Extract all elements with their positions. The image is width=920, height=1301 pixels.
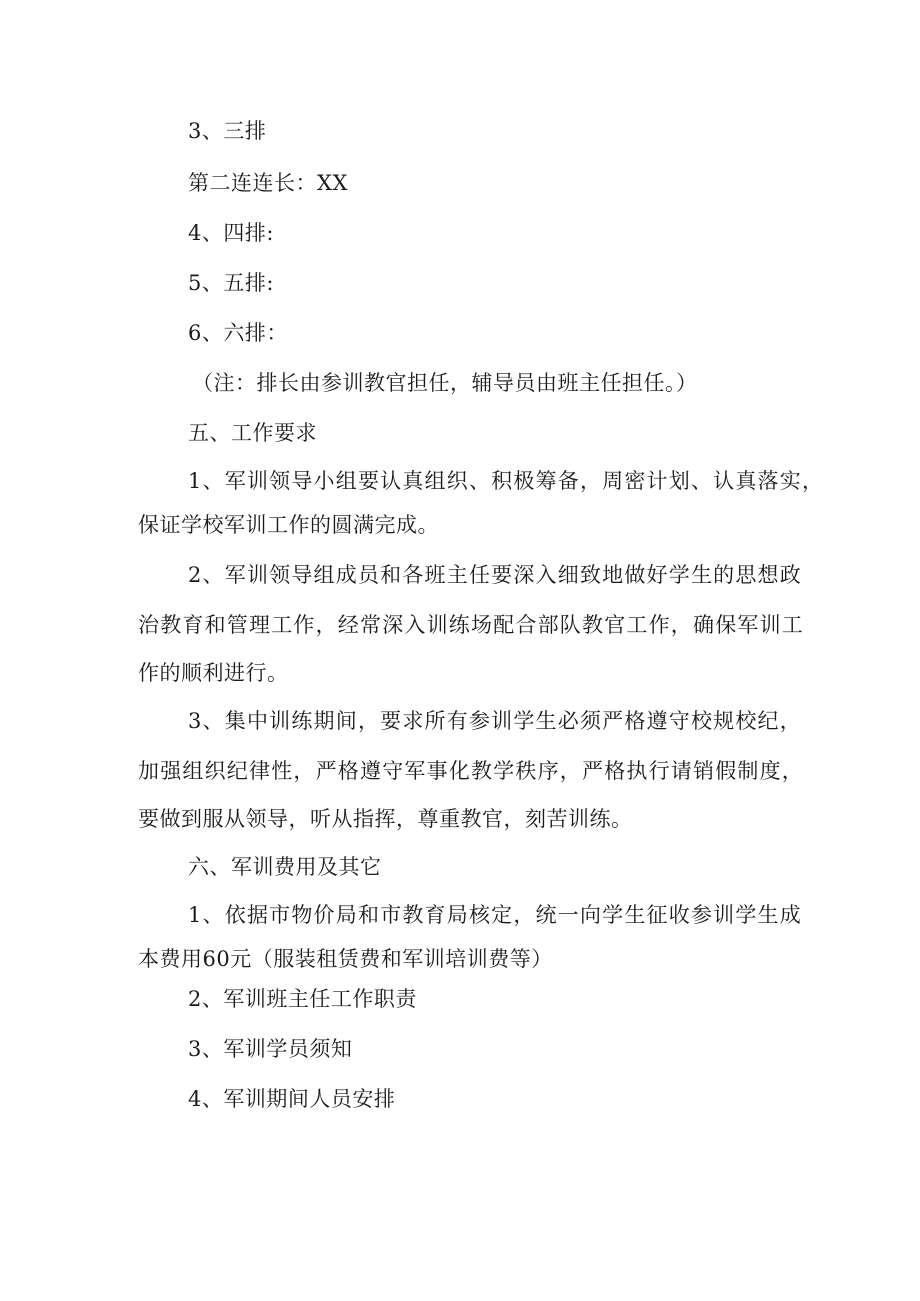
fee-item-1-line-2: 本费用60元（服装租赁费和军训培训费等）: [138, 947, 553, 971]
fee-item-3: 3、军训学员须知: [188, 1037, 353, 1061]
requirement-3-line-1: 3、集中训练期间，要求所有参训学生必须严格遵守校规校纪，: [188, 709, 802, 733]
note-paragraph: （注：排长由参训教官担任，辅导员由班主任担任。）: [192, 371, 698, 395]
requirement-2-line-3: 作的顺利进行。: [138, 661, 289, 685]
requirement-3-line-3: 要做到服从领导，听从指挥，尊重教官，刻苦训练。: [138, 807, 633, 831]
fee-item-4: 4、军训期间人员安排: [188, 1087, 396, 1111]
section-heading-6: 六、军训费用及其它: [188, 855, 382, 879]
fee-item-1-line-1: 1、依据市物价局和市教育局核定，统一向学生征收参训学生成: [188, 903, 802, 927]
item-platoon-3: 3、三排: [188, 119, 267, 143]
item-platoon-4: 4、四排:: [188, 221, 274, 245]
item-platoon-6: 6、六排：: [188, 321, 288, 345]
item-platoon-5: 5、五排:: [188, 271, 274, 295]
section-heading-5: 五、工作要求: [188, 421, 317, 445]
requirement-2-line-2: 治教育和管理工作，经常深入训练场配合部队教官工作，确保军训工: [138, 613, 804, 637]
requirement-2-line-1: 2、军训领导组成员和各班主任要深入细致地做好学生的思想政: [188, 563, 802, 587]
requirement-1-line-1: 1、军训领导小组要认真组织、积极筹备，周密计划、认真落实，: [188, 469, 825, 493]
second-company-commander: 第二连连长：XX: [188, 171, 348, 195]
requirement-1-line-2: 保证学校军训工作的圆满完成。: [138, 513, 439, 537]
requirement-3-line-2: 加强组织纪律性，严格遵守军事化教学秩序，严格执行请销假制度，: [138, 759, 804, 783]
fee-item-2: 2、军训班主任工作职责: [188, 987, 417, 1011]
